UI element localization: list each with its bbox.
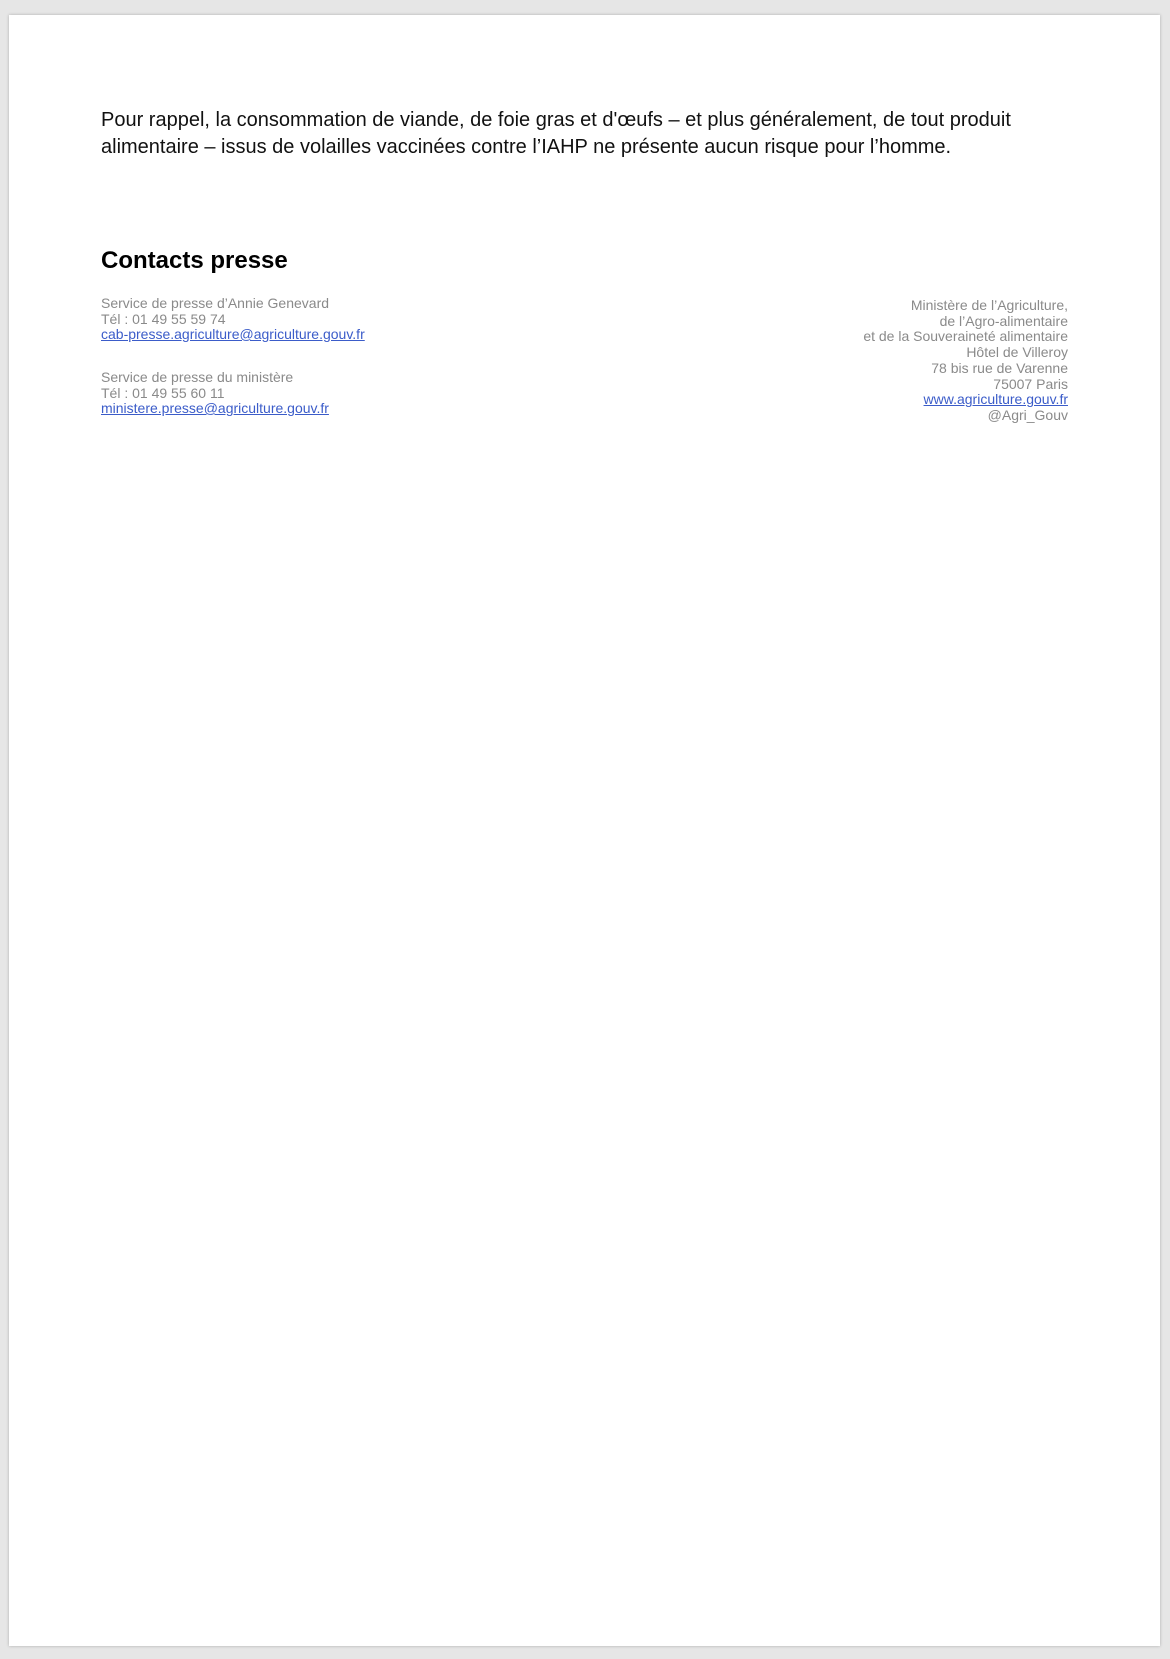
- contact-phone: Tél : 01 49 55 60 11: [101, 384, 225, 401]
- contact-phone: Tél : 01 49 55 59 74: [101, 310, 226, 327]
- ministry-website-link[interactable]: www.agriculture.gouv.fr: [923, 391, 1068, 408]
- ministry-name-line-1: Ministère de l’Agriculture,: [910, 297, 1068, 313]
- document-page: [9, 15, 1160, 1646]
- ministry-street: 78 bis rue de Varenne: [931, 359, 1068, 376]
- ministry-address-block: [863, 298, 1068, 424]
- contact-email-link[interactable]: cab-presse.agriculture@agriculture.gouv.fr: [101, 326, 365, 342]
- contact-service: Service de presse du ministère: [101, 369, 294, 385]
- ministry-social-handle: @Agri_Gouv: [987, 406, 1068, 423]
- ministry-name-line-3: et de la Souveraineté alimentaire: [863, 328, 1068, 345]
- contact-email-link[interactable]: ministere.presse@agriculture.gouv.fr: [101, 400, 329, 416]
- contacts-heading: Contacts presse: [101, 247, 288, 274]
- contact-service: Service de presse d’Annie Genevard: [101, 295, 330, 311]
- intro-paragraph: Pour rappel, la consommation de viande, de foie gras et d'œufs – et plus généralement, de tout produit alimentaire – issus de volailles vaccinées contre l’IAHP ne présente aucun risque pour l’homme.: [101, 109, 1011, 158]
- ministry-city: 75007 Paris: [993, 375, 1068, 392]
- ministry-name-line-2: de l’Agro-alimentaire: [939, 312, 1068, 329]
- contact-block-ministry: [101, 370, 329, 417]
- contact-block-cabinet: [101, 296, 365, 343]
- ministry-building: Hôtel de Villeroy: [966, 344, 1068, 361]
